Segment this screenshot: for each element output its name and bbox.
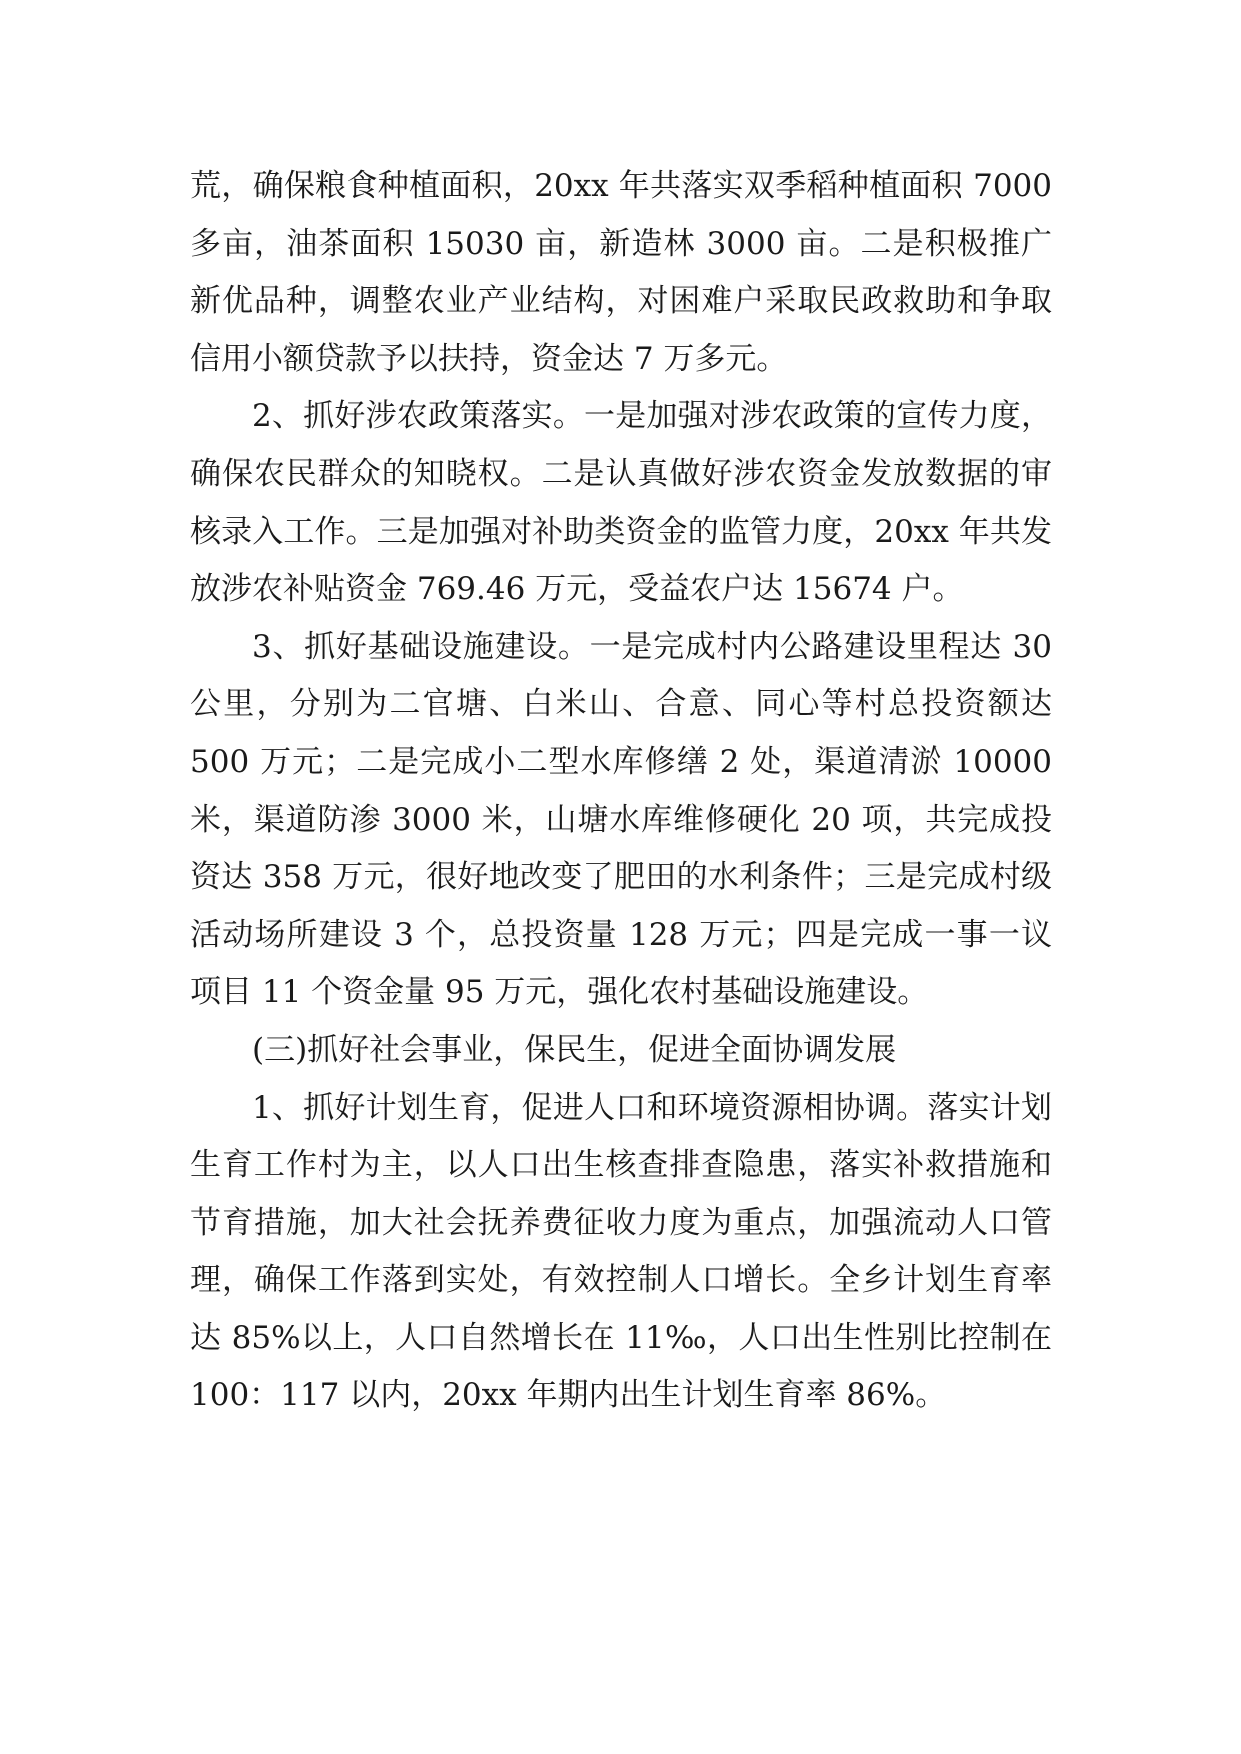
paragraph-policy: 2、抓好涉农政策落实。一是加强对涉农政策的宣传力度，确保农民群众的知晓权。二是认真做好涉农资金发放数据的审核录入工作。三是加强对补助类资金的监管力度，20xx 年共发放涉农补贴资金 769.46 万元，受益农户达 15674 户。 (190, 398, 1052, 608)
body-text (190, 158, 1052, 1425)
paragraph-family-planning: 1、抓好计划生育，促进人口和环境资源相协调。落实计划生育工作村为主，以人口出生核查排查隐患，落实补救措施和节育措施，加大社会抚养费征收力度为重点，加强流动人口管理，确保工作落到实处，有效控制人口增长。全乡计划生育率达 85%以上，人口自然增长在 11‰，人口出生性别比控制在 100：117 以内，20xx 年期内出生计划生育率 86%。 (190, 1089, 1052, 1414)
paragraph-infrastructure: 3、抓好基础设施建设。一是完成村内公路建设里程达 30 公里，分别为二官塘、白米山、合意、同心等村总投资额达 500 万元；二是完成小二型水库修缮 2 处，渠道清淤 10000 米，渠道防渗 3000 米，山塘水库维修硬化 20 项，共完成投资达 358 万元，很好地改变了肥田的水利条件；三是完成村级活动场所建设 3 个，总投资量 128 万元；四是完成一事一议项目 11 个资金量 95 万元，强化农村基础设施建设。 (190, 628, 1052, 1011)
paragraph-continued: 荒，确保粮食种植面积，20xx 年共落实双季稻种植面积 7000 多亩，油茶面积 15030 亩，新造林 3000 亩。二是积极推广新优品种，调整农业产业结构，对困难户采取民政救助和争取信用小额贷款予以扶持，资金达 7 万多元。 (190, 168, 1052, 377)
section-heading: (三)抓好社会事业，保民生，促进全面协调发展 (252, 1031, 897, 1068)
